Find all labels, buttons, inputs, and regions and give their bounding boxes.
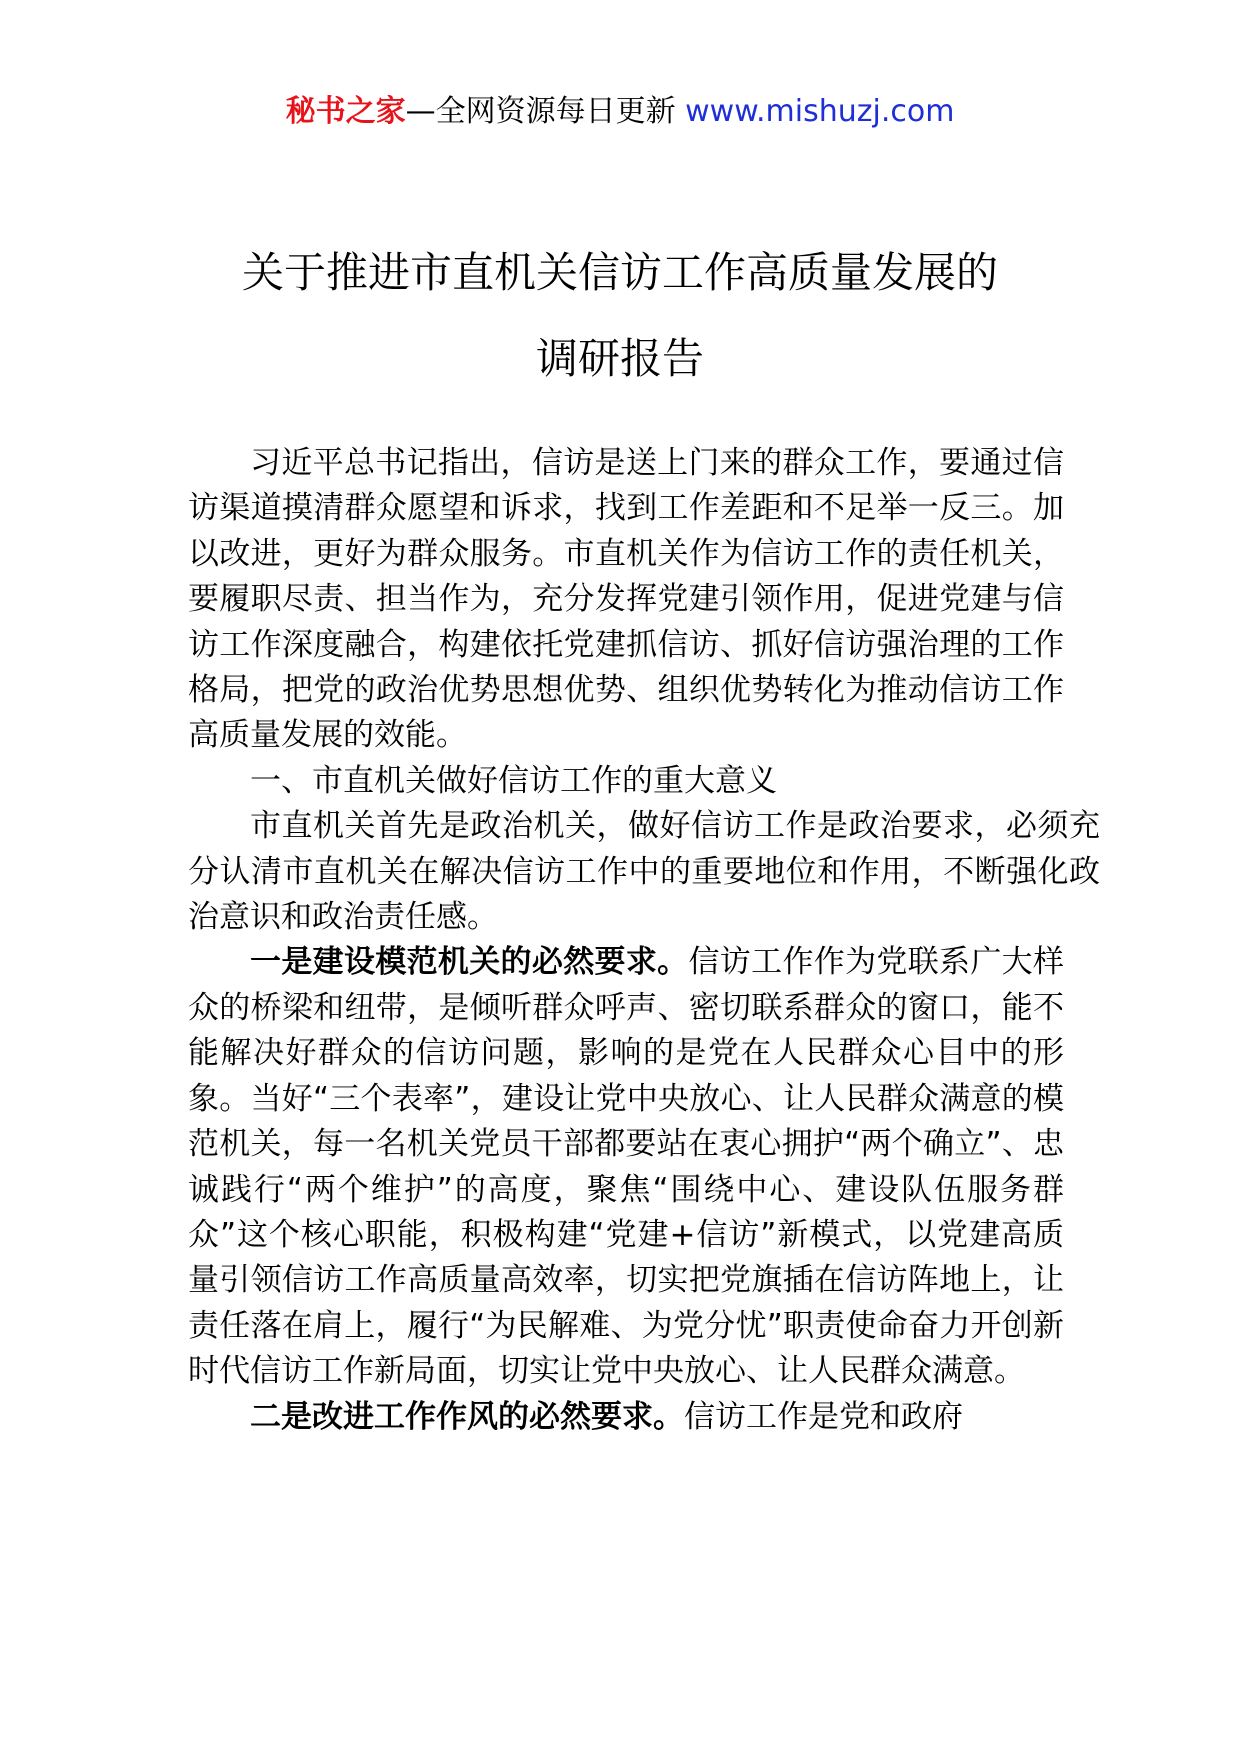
intro-paragraph: 习近平总书记指出，信访是送上门来的群众工作，要通过信访渠道摸清群众愿望和诉求，找到工作差距和不足举一反三。加以改进，更好为群众服务。市直机关作为信访工作的责任机关，要履职尽责、担当作为，充分发挥党建引领作用，促进党建与信访工作深度融合，构建依托党建抓信访、抓好信访强治理的工作格局，把党的政治优势思想优势、组织优势转化为推动信访工作高质量发展的效能。 (188, 445, 1064, 754)
document-title (0, 230, 1240, 402)
section-heading-1: 一、市直机关做好信访工作的重大意义 (250, 762, 777, 799)
point-two-lead: 二是改进工作作风的必然要求。 (250, 1398, 684, 1435)
document-body (188, 441, 1100, 1440)
header-tagline: —全网资源每日更新 (405, 94, 676, 129)
point-one-paragraph (188, 940, 1064, 1394)
title-line-1: 关于推进市直机关信访工作高质量发展的 (241, 248, 998, 297)
site-header (0, 92, 1240, 132)
header-url-link[interactable]: www.mishuzj.com (685, 94, 955, 129)
point-one-lead: 一是建设模范机关的必然要求。 (250, 944, 689, 981)
point-two-paragraph (188, 1395, 1064, 1440)
header-brand: 秘书之家 (285, 94, 406, 129)
point-one-body: 信访工作作为党联系广大样众的桥梁和纽带，是倾听群众呼声、密切联系群众的窗口，能不能解决好群众的信访问题，影响的是党在人民群众心目中的形象。当好“三个表率”，建设让党中央放心、让人民群众满意的模范机关，每一名机关党员干部都要站在衷心拥护“两个确立”、忠诚践行“两个维护”的高度，聚焦“围绕中心、建设队伍服务群众”这个核心职能，积极构建“党建+信访”新模式，以党建高质量引领信访工作高质量高效率，切实把党旗插在信访阵地上，让责任落在肩上，履行“为民解难、为党分忧”职责使命奋力开创新时代信访工作新局面，切实让党中央放心、让人民群众满意。 (188, 944, 1065, 1390)
title-line-2: 调研报告 (535, 334, 704, 383)
point-two-body: 信访工作是党和政府 (684, 1398, 963, 1435)
section-intro-paragraph: 市直机关首先是政治机关，做好信访工作是政治要求，必须充分认清市直机关在解决信访工作中的重要地位和作用，不断强化政治意识和政治责任感。 (188, 808, 1100, 936)
